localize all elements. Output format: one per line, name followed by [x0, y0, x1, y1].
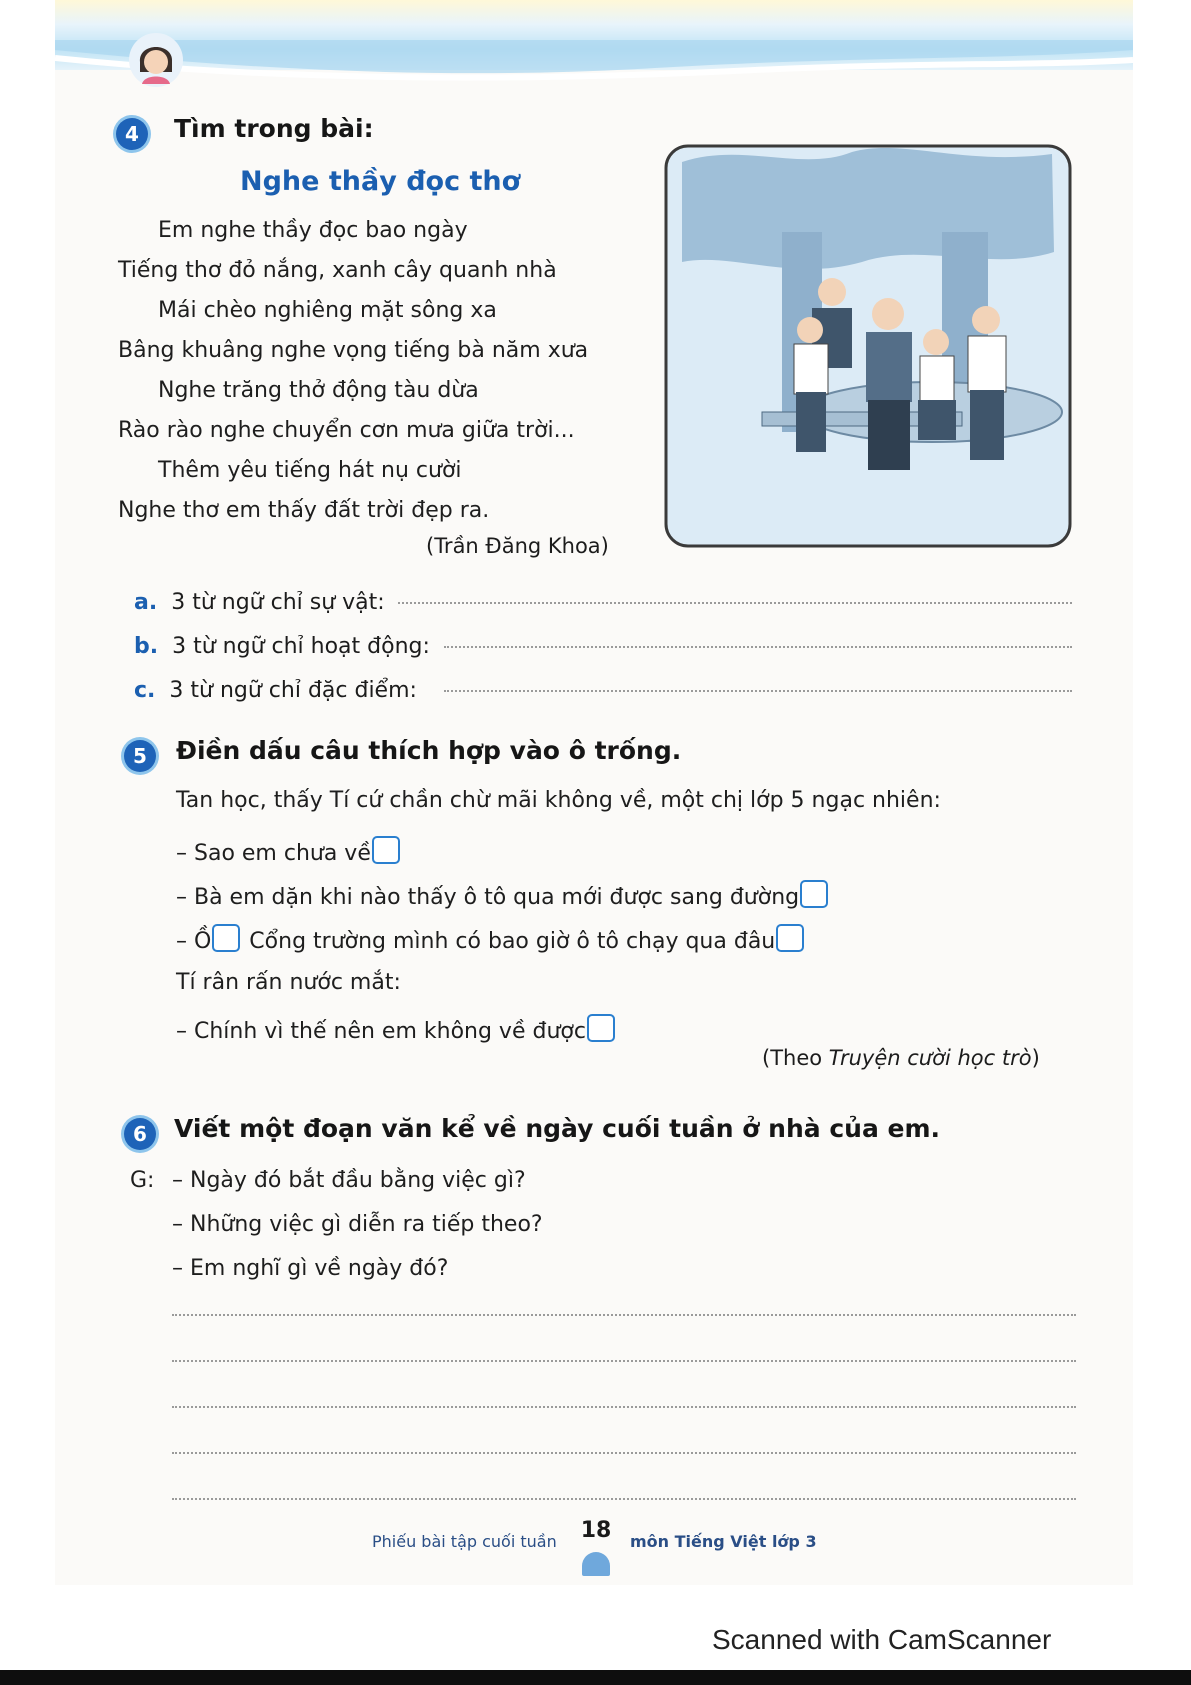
- camscanner-watermark: Scanned with CamScanner: [712, 1624, 1052, 1655]
- source-prefix: (Theo: [762, 1046, 829, 1070]
- poem-line: Tiếng thơ đỏ nắng, xanh cây quanh nhà: [118, 258, 557, 283]
- dialogue-line-3b-text: Cổng trường mình có bao giờ ô tô chạy qua đâu: [242, 929, 776, 954]
- dialogue-line-1-text: – Sao em chưa về: [176, 841, 371, 866]
- student-avatar-icon: [128, 32, 184, 88]
- poem-line: Nghe trăng thở động tàu dừa: [158, 378, 479, 403]
- question-a: [134, 590, 385, 615]
- question-b: [134, 634, 430, 659]
- writing-line[interactable]: [172, 1498, 1076, 1500]
- bottom-bar: [0, 1670, 1191, 1685]
- hint-line: – Những việc gì diễn ra tiếp theo?: [172, 1212, 543, 1237]
- question-a-letter: a.: [134, 590, 158, 615]
- punctuation-box-4[interactable]: [776, 924, 804, 952]
- poem-line: Bâng khuâng nghe vọng tiếng bà năm xưa: [118, 338, 589, 363]
- poem-line: Nghe thơ em thấy đất trời đẹp ra.: [118, 498, 490, 523]
- question-a-text: 3 từ ngữ chỉ sự vật:: [171, 590, 385, 615]
- page-number-text: 18: [580, 1518, 612, 1543]
- header-wave: [55, 40, 1133, 90]
- poem-line: Thêm yêu tiếng hát nụ cười: [158, 458, 462, 483]
- dialogue-line-3: [176, 924, 806, 954]
- question-b-text: 3 từ ngữ chỉ hoạt động:: [172, 634, 430, 659]
- footer-subject: môn Tiếng Việt lớp 3: [630, 1532, 817, 1551]
- question-c-letter: c.: [134, 678, 156, 703]
- narration-line: Tí rân rấn nước mắt:: [176, 970, 401, 995]
- writing-line[interactable]: [172, 1314, 1076, 1316]
- answer-line-a[interactable]: [398, 602, 1072, 604]
- page-number: [574, 1518, 618, 1580]
- punctuation-box-5[interactable]: [587, 1014, 615, 1042]
- exercise-4-title: Tìm trong bài:: [174, 114, 374, 143]
- page-tab-icon: [582, 1552, 610, 1576]
- dialogue-line-5: [176, 1014, 617, 1044]
- answer-line-b[interactable]: [444, 646, 1072, 648]
- punctuation-box-1[interactable]: [372, 836, 400, 864]
- teacher-students-illustration: [662, 142, 1074, 552]
- exercise-6-badge: 6: [124, 1118, 156, 1150]
- exercise-5-intro: Tan học, thấy Tí cứ chần chừ mãi không về, một chị lớp 5 ngạc nhiên:: [176, 788, 941, 813]
- question-c-text: 3 từ ngữ chỉ đặc điểm:: [169, 678, 417, 703]
- hint-line: – Em nghĩ gì về ngày đó?: [172, 1256, 449, 1281]
- question-b-letter: b.: [134, 634, 159, 659]
- dialogue-line-2-text: – Bà em dặn khi nào thấy ô tô qua mới được sang đường: [176, 885, 800, 910]
- exercise-5-title: Điền dấu câu thích hợp vào ô trống.: [176, 736, 682, 765]
- hint-line: – Ngày đó bắt đầu bằng việc gì?: [172, 1168, 526, 1193]
- answer-line-c[interactable]: [444, 690, 1072, 692]
- dialogue-line-1: [176, 836, 402, 866]
- poem-title: Nghe thầy đọc thơ: [240, 166, 521, 197]
- hint-label: G:: [130, 1168, 155, 1193]
- poem-line: Mái chèo nghiêng mặt sông xa: [158, 298, 497, 323]
- poem-author: (Trần Đăng Khoa): [426, 534, 609, 558]
- writing-line[interactable]: [172, 1360, 1076, 1362]
- source-title: Truyện cười học trò: [828, 1046, 1032, 1070]
- footer-book-title: Phiếu bài tập cuối tuần: [372, 1532, 557, 1551]
- poem-line: Rào rào nghe chuyển cơn mưa giữa trời...: [118, 418, 575, 443]
- dialogue-line-5-text: – Chính vì thế nên em không về được: [176, 1019, 586, 1044]
- question-c: [134, 678, 417, 703]
- writing-line[interactable]: [172, 1406, 1076, 1408]
- exercise-4-badge: 4: [116, 118, 148, 150]
- story-source: [762, 1046, 1040, 1070]
- exercise-6-title: Viết một đoạn văn kể về ngày cuối tuần ở nhà của em.: [174, 1114, 941, 1143]
- writing-line[interactable]: [172, 1452, 1076, 1454]
- source-suffix: ): [1031, 1046, 1040, 1070]
- punctuation-box-2[interactable]: [800, 880, 828, 908]
- dialogue-line-2: [176, 880, 830, 910]
- punctuation-box-3[interactable]: [212, 924, 240, 952]
- exercise-5-badge: 5: [124, 740, 156, 772]
- poem-line: Em nghe thầy đọc bao ngày: [158, 218, 468, 243]
- dialogue-line-3a-text: – Ồ: [176, 929, 212, 954]
